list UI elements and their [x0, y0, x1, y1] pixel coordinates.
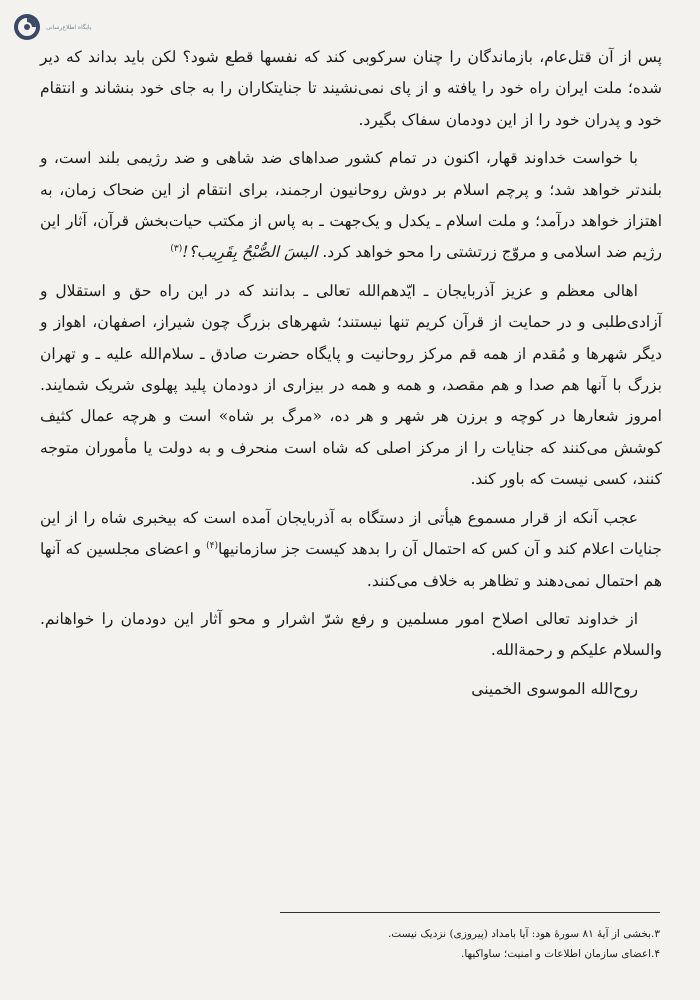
paragraph-5: از خداوند تعالی اصلاح امور مسلمین و رفع شرّ اشرار و محو آثار این دودمان را خواهانم. والسلام علیکم و رحمة‌الله.: [40, 609, 662, 660]
paragraph-4: [40, 503, 662, 597]
quran-quote: الیسَ الصُّبْحُ بِقَرِیب؟!: [182, 243, 318, 262]
paragraph-2: [40, 143, 662, 269]
footnotes: [230, 924, 660, 964]
paragraph-3: اهالی معظم و عزیز آذربایجان ـ ایّدهم‌الله تعالی ـ بدانند که در این راه حق و استقلال و آزادی‌طلبی و در حمایت از قرآن کریم تنها نیستند؛ شهرهای بزرگ چون شیراز، اصفهان، اهواز و دیگر شهرها و مُقدم از همه قم مرکز روحانیت و پایگاه حضرت صادق ـ سلام‌الله علیه ـ و تهران بزرگ با آنها هم صدا و هم مقصد، و همه و همه در بیزاری از دودمان پلید پهلوی شریک شمایند. امروز شعارها در کوچه و برزن هر شهر و هر ده، «مرگ بر شاه» است و هرچه عمال کثیف کوشش می‌کنند که جنایات را از مرکز اصلی که شاه است منحرف و به دولت یا مأموران متوجه کنند، کسی نیست که باور کند.: [40, 281, 662, 489]
site-logo-text: پایگاه اطلاع‌رسانی: [46, 23, 92, 31]
paragraph-2-text: با خواست خداوند قهار، اکنون در تمام کشور صداهای ضد شاهی و ضد رژیمی بلند است، و بلندتر خواهد شد؛ و پرچم اسلام بر دوش روحانیون ارجمند، برای انتقام از این ضحاک زمان، به اهتزاز خواهد درآمد؛ و ملت اسلام ـ یکدل و یک‌جهت ـ به پاس از مکتب حیات‌بخش قرآن، آثار این رژیم ضد اسلامی و مروّج زرتشتی را محو خواهد کرد.: [40, 149, 662, 262]
site-logo[interactable]: [12, 12, 91, 42]
document-body: [40, 42, 662, 712]
signature: روح‌الله الموسوی الخمینی: [471, 679, 638, 698]
footnote-ref-4[interactable]: (۴): [206, 540, 219, 551]
footnote-4: ۴.اعضای سازمان اطلاعات و امنیت؛ ساواکیها.: [461, 948, 660, 960]
footnote-ref-3[interactable]: (۳): [170, 244, 183, 255]
paragraph-4-text: عجب آنکه از قرار مسموع هیأتی از دستگاه به آذربایجان آمده است که بیخبری شاه را از این جنایات اعلام کند و آن کس که احتمال آن را بدهد کیست جز سازمانیها: [40, 508, 662, 559]
footnote-3: ۳.بخشی از آیهٔ ۸۱ سورهٔ هود: آیا بامداد (پیروزی) نزدیک نیست.: [387, 928, 660, 940]
site-logo-icon: [12, 12, 42, 42]
paragraph-1: پس از آن قتل‌عام، بازماندگان را چنان سرکوبی کند که نفسها قطع شود؟ لکن باید بداند که دیر شده؛ ملت ایران راه خود را یافته و از پای نمی‌نشیند تا جنایتکاران را به جای خود بنشاند و انتقام خود و پدران خود را از این دودمان سفاک بگیرد.: [40, 48, 662, 129]
footnote-divider: [280, 912, 660, 913]
paragraph-4-end: و اعضای مجلسین که آنها هم احتمال نمی‌دهند و تظاهر به خلاف می‌کنند.: [40, 540, 662, 590]
